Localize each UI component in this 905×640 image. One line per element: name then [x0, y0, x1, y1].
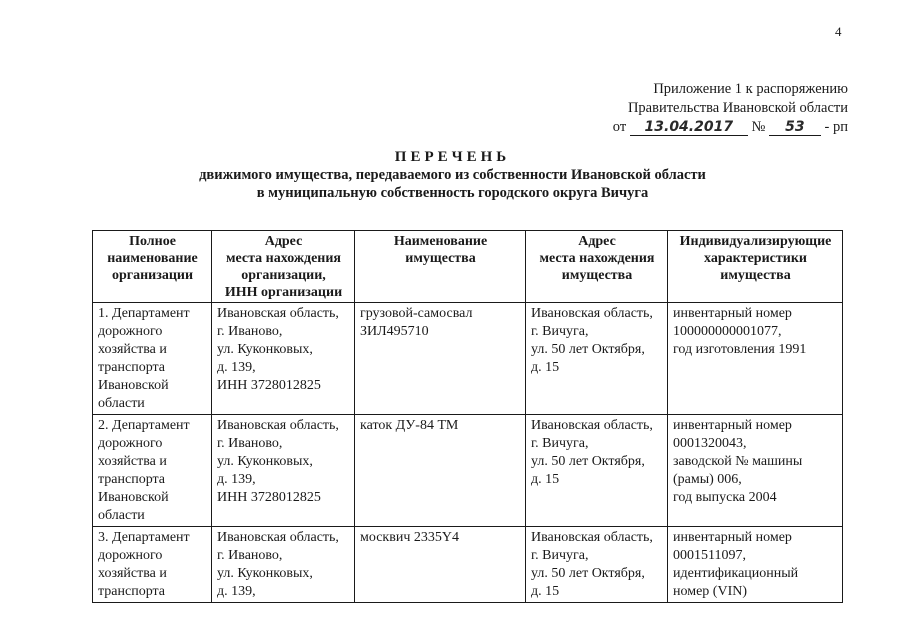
cell-line: области	[98, 396, 145, 411]
header-line: Адрес	[578, 234, 616, 249]
cell-line: Ивановской	[98, 378, 169, 393]
cell-organization	[93, 527, 212, 603]
header-line: Полное	[129, 234, 176, 249]
cell-property-name	[355, 303, 526, 415]
cell-line: ул. Куконковых,	[217, 566, 313, 581]
cell-line: г. Иваново,	[217, 436, 283, 451]
cell-line: Ивановская область,	[531, 418, 653, 433]
cell-line: транспорта	[98, 360, 166, 375]
cell-characteristics	[668, 527, 843, 603]
cell-property-name	[355, 415, 526, 527]
number-sign: №	[751, 119, 766, 135]
cell-line: ул. Куконковых,	[217, 342, 313, 357]
cell-line: г. Иваново,	[217, 548, 283, 563]
header-line: Адрес	[264, 234, 303, 249]
header-line: имущества	[720, 268, 791, 283]
cell-line: транспорта	[98, 472, 166, 487]
cell-characteristics	[668, 303, 843, 415]
handwritten-date: 13.04.2017	[630, 120, 748, 136]
cell-line: 1. Департамент	[98, 306, 190, 321]
cell-line: дорожного	[98, 436, 163, 451]
cell-organization	[93, 415, 212, 527]
cell-property-address	[526, 303, 668, 415]
header-line: ИНН организации	[224, 285, 343, 300]
cell-line: каток ДУ-84 ТМ	[360, 418, 459, 433]
header-characteristics	[668, 231, 843, 303]
cell-line: области	[98, 508, 145, 523]
annex-date-line	[613, 118, 848, 137]
cell-line: 2. Департамент	[98, 418, 190, 433]
cell-line: Ивановская область,	[531, 530, 653, 545]
cell-line: (рамы) 006,	[673, 472, 742, 487]
table-header-row	[93, 231, 843, 303]
cell-line: г. Иваново,	[217, 324, 283, 339]
cell-line: хозяйства и	[98, 454, 167, 469]
cell-line: год выпуска 2004	[673, 490, 777, 505]
cell-line: ЗИЛ495710	[360, 324, 429, 339]
header-property-address	[526, 231, 668, 303]
cell-line: дорожного	[98, 548, 163, 563]
cell-line: ул. Куконковых,	[217, 454, 313, 469]
annex-suffix: - рп	[824, 119, 848, 135]
cell-line: д. 139,	[217, 584, 256, 599]
header-line: места нахождения	[539, 251, 655, 266]
cell-line: 3. Департамент	[98, 530, 190, 545]
cell-line: д. 139,	[217, 360, 256, 375]
cell-line: ИНН 3728012825	[217, 378, 321, 393]
document-title-block	[0, 148, 905, 202]
cell-line: хозяйства и	[98, 566, 167, 581]
cell-line: номер (VIN)	[673, 584, 748, 599]
cell-characteristics	[668, 415, 843, 527]
cell-property-name	[355, 527, 526, 603]
cell-property-address	[526, 527, 668, 603]
cell-line: д. 15	[531, 472, 560, 487]
table-row	[93, 527, 843, 603]
cell-line: идентификационный	[673, 566, 799, 581]
header-line: места нахождения	[225, 251, 342, 266]
header-organization-name	[93, 231, 212, 303]
property-table	[92, 230, 843, 603]
handwritten-number: 53	[769, 120, 821, 136]
cell-line: Ивановская область,	[217, 530, 339, 545]
header-line: имущества	[405, 251, 476, 266]
cell-organization-address	[212, 303, 355, 415]
cell-line: ИНН 3728012825	[217, 490, 321, 505]
annex-from-prefix: от	[612, 119, 627, 135]
cell-line: ул. 50 лет Октября,	[531, 566, 645, 581]
cell-line: Ивановская область,	[217, 418, 339, 433]
cell-line: инвентарный номер	[673, 418, 792, 433]
cell-line: г. Вичуга,	[531, 548, 589, 563]
table-row	[93, 415, 843, 527]
header-line: организации,	[241, 268, 326, 283]
annex-line-1: Приложение 1 к распоряжению	[653, 81, 848, 97]
cell-line: заводской № машины	[673, 454, 803, 469]
cell-line: год изготовления 1991	[673, 342, 807, 357]
document-subtitle-2: в муниципальную собственность городского округа Вичуга	[256, 185, 649, 201]
cell-organization-address	[212, 527, 355, 603]
cell-line: 100000000001077,	[673, 324, 782, 339]
page-number: 4	[835, 24, 842, 39]
cell-line: Ивановская область,	[531, 306, 653, 321]
annex-line-2: Правительства Ивановской области	[627, 100, 848, 116]
cell-organization-address	[212, 415, 355, 527]
header-line: имущества	[561, 268, 633, 283]
header-line: характеристики	[704, 251, 807, 266]
cell-line: москвич 2335Y4	[360, 530, 459, 545]
cell-line: д. 15	[531, 360, 560, 375]
table-row	[93, 303, 843, 415]
cell-line: хозяйства и	[98, 342, 167, 357]
cell-line: дорожного	[98, 324, 163, 339]
header-line: Индивидуализирующие	[679, 234, 832, 249]
cell-line: ул. 50 лет Октября,	[531, 342, 645, 357]
cell-line: грузовой-самосвал	[360, 306, 473, 321]
cell-line: г. Вичуга,	[531, 324, 589, 339]
header-property-name	[355, 231, 526, 303]
document-subtitle-1: движимого имущества, передаваемого из собственности Ивановской области	[199, 167, 706, 183]
cell-line: 0001511097,	[673, 548, 746, 563]
document-title: ПЕРЕЧЕНЬ	[394, 149, 511, 165]
annex-block	[613, 80, 848, 137]
header-organization-address	[212, 231, 355, 303]
cell-line: Ивановская область,	[217, 306, 339, 321]
header-line: Наименование	[393, 234, 488, 249]
header-line: организации	[111, 268, 194, 283]
cell-line: транспорта	[98, 584, 166, 599]
cell-line: инвентарный номер	[673, 306, 792, 321]
cell-organization	[93, 303, 212, 415]
cell-line: Ивановской	[98, 490, 169, 505]
cell-line: д. 15	[531, 584, 560, 599]
cell-line: 0001320043,	[673, 436, 747, 451]
cell-line: д. 139,	[217, 472, 256, 487]
cell-line: ул. 50 лет Октября,	[531, 454, 645, 469]
header-line: наименование	[107, 251, 198, 266]
cell-property-address	[526, 415, 668, 527]
cell-line: инвентарный номер	[673, 530, 792, 545]
cell-line: г. Вичуга,	[531, 436, 589, 451]
